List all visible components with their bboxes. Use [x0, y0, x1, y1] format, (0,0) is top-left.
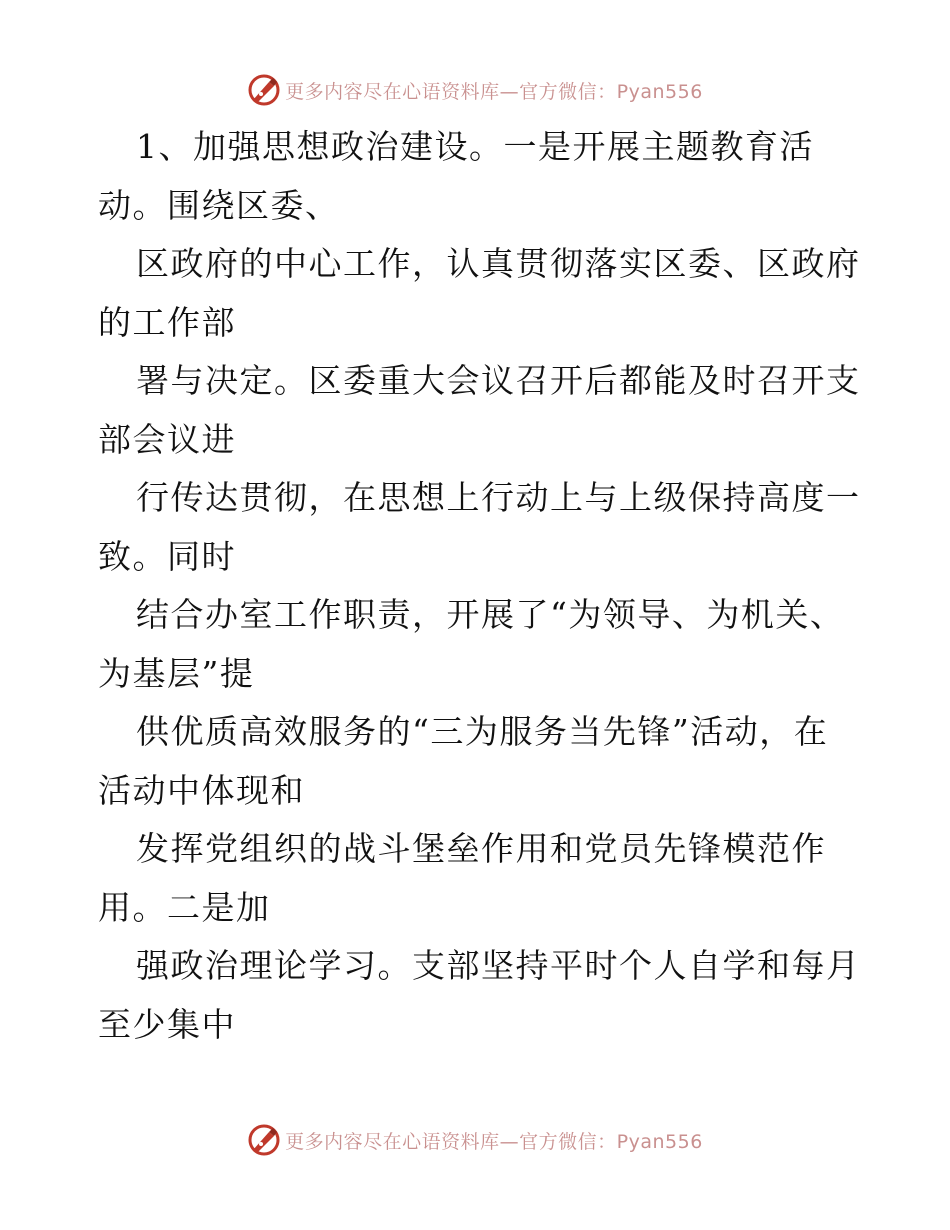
body-line: 的工作部 [98, 302, 236, 342]
body-line: 署与决定。区委重大会议召开后都能及时召开支 [136, 361, 861, 400]
body-line: 用。二是加 [98, 887, 271, 927]
document-body [98, 118, 861, 1054]
body-line: 供优质高效服务的“三为服务当先锋”活动，在 [136, 712, 829, 751]
footer-watermark-text: 更多内容尽在心语资料库—官方微信：Pyan556 [285, 1130, 703, 1153]
body-line: 区政府的中心工作，认真贯彻落实区委、区政府 [136, 244, 861, 283]
footer-watermark [0, 1120, 950, 1160]
body-line: 1、加强思想政治建设。一是开展主题教育活 [136, 127, 814, 166]
pen-logo-icon [247, 73, 281, 107]
body-line: 结合办室工作职责，开展了“为领导、为机关、 [136, 595, 845, 634]
body-line: 活动中体现和 [98, 770, 305, 810]
body-line: 动。围绕区委、 [98, 185, 340, 225]
header-watermark [0, 70, 950, 110]
header-watermark-text: 更多内容尽在心语资料库—官方微信：Pyan556 [285, 80, 703, 103]
pen-logo-icon [247, 1123, 281, 1157]
body-line: 行传达贯彻，在思想上行动上与上级保持高度一 [136, 478, 861, 517]
body-line: 发挥党组织的战斗堡垒作用和党员先锋模范作 [136, 829, 826, 868]
body-line: 致。同时 [98, 536, 236, 576]
body-line: 至少集中 [98, 1004, 236, 1044]
body-line: 部会议进 [98, 419, 236, 459]
body-line: 强政治理论学习。支部坚持平时个人自学和每月 [136, 946, 861, 985]
body-line: 为基层”提 [98, 653, 255, 693]
